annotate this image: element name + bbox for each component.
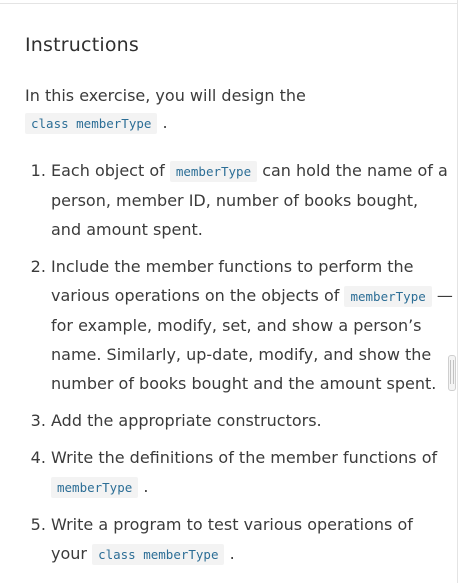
step-item bbox=[51, 252, 453, 398]
scrollbar-handle[interactable] bbox=[448, 355, 456, 391]
step-text: can hold the name of a person, member ID, number of books bought, and amount spent. bbox=[51, 161, 448, 239]
step-item bbox=[51, 156, 453, 244]
instructions-panel bbox=[0, 4, 457, 583]
steps-list bbox=[26, 156, 453, 577]
step-code: memberType bbox=[51, 477, 138, 498]
grip-icon bbox=[450, 360, 454, 384]
intro-end: . bbox=[162, 113, 168, 132]
intro-paragraph bbox=[25, 82, 430, 137]
step-text: . bbox=[224, 544, 235, 563]
step-text: —for example, modify, set, and show a person’s name. Similarly, up-date, modify, and show the number of books bought and the amount spent. bbox=[51, 286, 453, 393]
step-item bbox=[51, 510, 453, 569]
intro-code: class memberType bbox=[25, 113, 157, 134]
step-item bbox=[51, 443, 453, 502]
step-item bbox=[51, 406, 453, 435]
panel-title: Instructions bbox=[25, 34, 139, 56]
step-text: Write the definitions of the member functions of bbox=[51, 448, 438, 467]
step-code: memberType bbox=[344, 286, 431, 307]
step-code: class memberType bbox=[92, 544, 224, 565]
step-text: . bbox=[138, 477, 149, 496]
step-text: Each object of bbox=[51, 161, 170, 180]
step-text: Add the appropriate constructors. bbox=[51, 411, 322, 430]
step-text: Write a program to test various operations of your bbox=[51, 515, 413, 563]
step-text: Include the member functions to perform the various operations on the objects of bbox=[51, 257, 414, 305]
step-code: memberType bbox=[170, 161, 257, 182]
intro-text: In this exercise, you will design the bbox=[25, 86, 306, 105]
